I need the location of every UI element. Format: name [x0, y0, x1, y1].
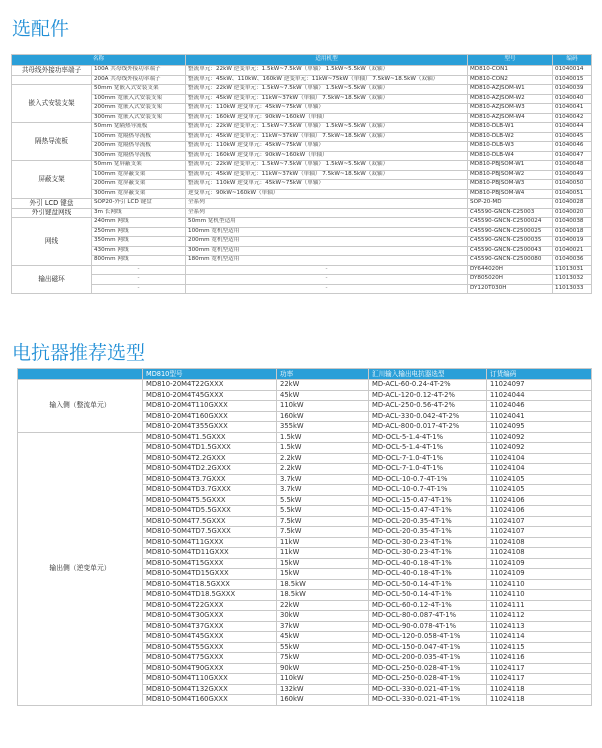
md810-model: MD810-50M4T11GXXX [143, 537, 277, 548]
md810-model: MD810-50M4T160GXXX [143, 695, 277, 706]
accessory-name: - [92, 275, 186, 285]
reactor-model: MD-ACL-800-0.017-4T-2% [369, 422, 487, 433]
order-code: 11024114 [487, 632, 592, 643]
accessory-name: 200A 共母线外接功率端子 [92, 75, 186, 85]
accessory-name: 50mm 宽隔热导流板 [92, 123, 186, 133]
applicable-models: 50mm 宽机型适用 [186, 218, 468, 228]
header-code: 编码 [553, 55, 592, 66]
order-code: 11024104 [487, 464, 592, 475]
accessory-name: 100A 共母线外接功率端子 [92, 66, 186, 76]
reactor-model: MD-OCL-40-0.18-4T-1% [369, 558, 487, 569]
reactor-model: MD-OCL-80-0.087-4T-1% [369, 611, 487, 622]
table-row [12, 66, 592, 76]
applicable-models: 全系列 [186, 208, 468, 218]
order-code: 11024111 [487, 600, 592, 611]
md810-model: MD810-50M4TD11GXXX [143, 548, 277, 559]
order-code: 11013031 [553, 265, 592, 275]
power: 3.7kW [277, 485, 369, 496]
order-code: 01040041 [553, 104, 592, 114]
order-code: 11013033 [553, 284, 592, 294]
table-row [12, 113, 592, 123]
reactor-model: MD-ACL-250-0.56-4T-2% [369, 401, 487, 412]
md810-model: MD810-50M4T30GXXX [143, 611, 277, 622]
table-row [12, 180, 592, 190]
table-row [12, 94, 592, 104]
order-code: 11024106 [487, 506, 592, 517]
table-row [18, 380, 592, 391]
power: 355kW [277, 422, 369, 433]
applicable-models: 整流单元：22kW 逆变单元：1.5kW~7.5kW（单轴） 1.5kW~5.5kW（双轴） [186, 123, 468, 133]
table-row [12, 246, 592, 256]
order-code: 11024097 [487, 380, 592, 391]
reactor-table-body [18, 380, 592, 706]
order-code: 11024044 [487, 390, 592, 401]
md810-model: MD810-50M4TD7.5GXXX [143, 527, 277, 538]
table-row [12, 170, 592, 180]
model-number: C45590-GNCN-C2500024 [468, 218, 553, 228]
md810-model: MD810-20M4T22GXXX [143, 380, 277, 391]
power: 160kW [277, 411, 369, 422]
table-row [12, 218, 592, 228]
order-code: 01040014 [553, 66, 592, 76]
table-row [12, 104, 592, 114]
order-code: 01040021 [553, 246, 592, 256]
table-row [12, 85, 592, 95]
power: 45kW [277, 632, 369, 643]
order-code: 01040044 [553, 123, 592, 133]
order-code: 11024110 [487, 590, 592, 601]
accessories-table-body [12, 66, 592, 294]
power: 22kW [277, 380, 369, 391]
accessory-name: 300mm 宽隔热导流板 [92, 151, 186, 161]
applicable-models: 全系列 [186, 199, 468, 209]
model-number: MD810-DLB-W2 [468, 132, 553, 142]
model-number: DY120T030H [468, 284, 553, 294]
power: 11kW [277, 548, 369, 559]
accessory-name: 240mm 网线 [92, 218, 186, 228]
reactor-model: MD-ACL-120-0.12-4T-2% [369, 390, 487, 401]
order-code: 11024118 [487, 684, 592, 695]
order-code: 11024105 [487, 474, 592, 485]
applicable-models: 300mm 宽机型适用 [186, 246, 468, 256]
md810-model: MD810-50M4TD2.2GXXX [143, 464, 277, 475]
order-code: 01040050 [553, 180, 592, 190]
model-number: C45590-GNCN-C2500025 [468, 227, 553, 237]
order-code: 11013032 [553, 275, 592, 285]
power: 160kW [277, 695, 369, 706]
order-code: 01040018 [553, 227, 592, 237]
accessories-table [11, 54, 592, 294]
group-category: 输出磁环 [12, 265, 92, 294]
md810-model: MD810-50M4T90GXXX [143, 663, 277, 674]
order-code: 11024115 [487, 642, 592, 653]
group-category: 输出侧（逆变单元） [18, 432, 143, 705]
model-number: MD810-AZJSOM-W4 [468, 113, 553, 123]
table-row [12, 227, 592, 237]
power: 1.5kW [277, 443, 369, 454]
applicable-models: 整流单元：22kW 逆变单元：1.5kW~7.5kW（单轴） 1.5kW~5.5kW（双轴） [186, 85, 468, 95]
table-row [12, 132, 592, 142]
power: 11kW [277, 537, 369, 548]
applicable-models: 整流单元：160kW 逆变单元：90kW~160kW（单轴） [186, 113, 468, 123]
applicable-models: 整流单元：45kW 逆变单元：11kW~37kW（单轴） 7.5kW~18.5kW（双轴） [186, 132, 468, 142]
reactor-model: MD-OCL-20-0.35-4T-1% [369, 516, 487, 527]
reactor-model: MD-OCL-90-0.078-4T-1% [369, 621, 487, 632]
model-number: MD810-PBJSOM-W1 [468, 161, 553, 171]
order-code: 11024108 [487, 537, 592, 548]
order-code: 11024046 [487, 401, 592, 412]
row-category [12, 75, 92, 85]
md810-model: MD810-50M4T7.5GXXX [143, 516, 277, 527]
order-code: 01040028 [553, 199, 592, 209]
model-number: MD810-PBJSOM-W4 [468, 189, 553, 199]
order-code: 01040019 [553, 237, 592, 247]
order-code: 11024095 [487, 422, 592, 433]
power: 15kW [277, 558, 369, 569]
reactor-model: MD-ACL-60-0.24-4T-2% [369, 380, 487, 391]
reactor-model: MD-OCL-10-0.7-4T-1% [369, 485, 487, 496]
power: 1.5kW [277, 432, 369, 443]
power: 37kW [277, 621, 369, 632]
applicable-models: - [186, 265, 468, 275]
applicable-models: 整流单元：160kW 逆变单元：90kW~160kW（单轴） [186, 151, 468, 161]
accessory-name: SOP20-外引 LCD 键盘 [92, 199, 186, 209]
reactor-model: MD-OCL-120-0.058-4T-1% [369, 632, 487, 643]
power: 5.5kW [277, 506, 369, 517]
reactor-model: MD-OCL-60-0.12-4T-1% [369, 600, 487, 611]
model-number: DY805020H [468, 275, 553, 285]
row-category: 外引键盘网线 [12, 208, 92, 218]
accessory-name: 100mm 宽隔热导流板 [92, 132, 186, 142]
reactor-model: MD-ACL-330-0.042-4T-2% [369, 411, 487, 422]
order-code: 01040039 [553, 85, 592, 95]
power: 7.5kW [277, 516, 369, 527]
model-number: MD810-AZJSOM-W1 [468, 85, 553, 95]
header-order-code: 订货编码 [487, 369, 592, 380]
order-code: 11024117 [487, 663, 592, 674]
model-number: SOP-20-MD [468, 199, 553, 209]
order-code: 11024106 [487, 495, 592, 506]
row-category: 外引 LCD 键盘 [12, 199, 92, 209]
table-row [12, 284, 592, 294]
group-category: 输入侧（整流单元） [18, 380, 143, 433]
md810-model: MD810-50M4TD15GXXX [143, 569, 277, 580]
applicable-models: - [186, 284, 468, 294]
table-row [12, 123, 592, 133]
group-category: 屏蔽支架 [12, 161, 92, 199]
order-code: 01040048 [553, 161, 592, 171]
header-blank [18, 369, 143, 380]
order-code: 11024118 [487, 695, 592, 706]
table-row [18, 432, 592, 443]
order-code: 01040042 [553, 113, 592, 123]
accessory-name: 100mm 宽屏蔽支架 [92, 170, 186, 180]
applicable-models: 100mm 宽机型适用 [186, 227, 468, 237]
applicable-models: 180mm 宽机型适用 [186, 256, 468, 266]
md810-model: MD810-50M4T37GXXX [143, 621, 277, 632]
applicable-models: 整流单元：22kW 逆变单元：1.5kW~7.5kW（单轴） 1.5kW~5.5kW（双轴） [186, 66, 468, 76]
reactor-model: MD-OCL-30-0.23-4T-1% [369, 537, 487, 548]
accessory-name: - [92, 284, 186, 294]
model-number: MD810-AZJSOM-W3 [468, 104, 553, 114]
table-row [12, 75, 592, 85]
applicable-models: 整流单元：45kW 逆变单元：11kW~37kW（单轴） 7.5kW~18.5kW（双轴） [186, 170, 468, 180]
power: 18.5kW [277, 579, 369, 590]
md810-model: MD810-20M4T110GXXX [143, 401, 277, 412]
order-code: 11024104 [487, 453, 592, 464]
section-title-accessories: 选配件 [12, 18, 70, 40]
accessories-header-row [12, 55, 592, 66]
header-models: 适用机型 [186, 55, 468, 66]
order-code: 01040040 [553, 94, 592, 104]
md810-model: MD810-50M4T110GXXX [143, 674, 277, 685]
reactor-model: MD-OCL-7-1.0-4T-1% [369, 464, 487, 475]
reactor-model: MD-OCL-50-0.14-4T-1% [369, 590, 487, 601]
order-code: 11024041 [487, 411, 592, 422]
power: 45kW [277, 390, 369, 401]
power: 110kW [277, 401, 369, 412]
header-reactor-selection: 汇川输入输出电抗器选型 [369, 369, 487, 380]
accessory-name: 430mm 网线 [92, 246, 186, 256]
model-number: MD810-CON2 [468, 75, 553, 85]
md810-model: MD810-50M4T45GXXX [143, 632, 277, 643]
order-code: 11024116 [487, 653, 592, 664]
applicable-models: 整流单元：110kW 逆变单元：45kW~75kW（单轴） [186, 142, 468, 152]
model-number: MD810-DLB-W1 [468, 123, 553, 133]
table-row [12, 237, 592, 247]
header-name: 名称 [12, 55, 186, 66]
reactor-model: MD-OCL-5-1.4-4T-1% [369, 432, 487, 443]
power: 30kW [277, 611, 369, 622]
reactor-model: MD-OCL-7-1.0-4T-1% [369, 453, 487, 464]
applicable-models: - [186, 275, 468, 285]
table-row [12, 142, 592, 152]
power: 132kW [277, 684, 369, 695]
accessory-name: 300mm 宽嵌入式安装支架 [92, 113, 186, 123]
model-number: MD810-DLB-W4 [468, 151, 553, 161]
power: 7.5kW [277, 527, 369, 538]
accessory-name: 200mm 宽屏蔽支架 [92, 180, 186, 190]
order-code: 01040049 [553, 170, 592, 180]
group-category: 隔热导流板 [12, 123, 92, 161]
md810-model: MD810-50M4TD1.5GXXX [143, 443, 277, 454]
md810-model: MD810-20M4T355GXXX [143, 422, 277, 433]
model-number: MD810-AZJSOM-W2 [468, 94, 553, 104]
applicable-models: 整流单元：110kW 逆变单元：45kW~75kW（单轴） [186, 104, 468, 114]
power: 2.2kW [277, 464, 369, 475]
table-row [12, 199, 592, 209]
applicable-models: 整流单元：22kW 逆变单元：1.5kW~7.5kW（单轴） 1.5kW~5.5kW（双轴） [186, 161, 468, 171]
order-code: 11024117 [487, 674, 592, 685]
row-category: 共母线外接功率端子 [12, 66, 92, 76]
power: 2.2kW [277, 453, 369, 464]
table-row [12, 189, 592, 199]
md810-model: MD810-50M4T55GXXX [143, 642, 277, 653]
accessory-name: 50mm 宽屏蔽支架 [92, 161, 186, 171]
order-code: 01040046 [553, 142, 592, 152]
order-code: 01040020 [553, 208, 592, 218]
model-number: C45590-GNCN-C2500080 [468, 256, 553, 266]
accessory-name: 800mm 网线 [92, 256, 186, 266]
reactor-model: MD-OCL-330-0.021-4T-1% [369, 695, 487, 706]
order-code: 11024105 [487, 485, 592, 496]
md810-model: MD810-50M4T132GXXX [143, 684, 277, 695]
model-number: C45590-GNCN-C25003 [468, 208, 553, 218]
md810-model: MD810-50M4TD5.5GXXX [143, 506, 277, 517]
header-model-no: 型号 [468, 55, 553, 66]
order-code: 01040047 [553, 151, 592, 161]
reactor-table [17, 368, 592, 706]
group-category: 嵌入式安装支架 [12, 85, 92, 123]
power: 3.7kW [277, 474, 369, 485]
order-code: 01040051 [553, 189, 592, 199]
reactor-model: MD-OCL-30-0.23-4T-1% [369, 548, 487, 559]
accessory-name: 300mm 宽屏蔽支架 [92, 189, 186, 199]
model-number: MD810-PBJSOM-W2 [468, 170, 553, 180]
md810-model: MD810-20M4T160GXXX [143, 411, 277, 422]
table-row [12, 208, 592, 218]
order-code: 11024108 [487, 548, 592, 559]
power: 22kW [277, 600, 369, 611]
power: 110kW [277, 674, 369, 685]
power: 90kW [277, 663, 369, 674]
order-code: 11024113 [487, 621, 592, 632]
applicable-models: 整流单元：110kW 逆变单元：45kW~75kW（单轴） [186, 180, 468, 190]
md810-model: MD810-20M4T45GXXX [143, 390, 277, 401]
reactor-model: MD-OCL-5-1.4-4T-1% [369, 443, 487, 454]
table-row [12, 256, 592, 266]
applicable-models: 整流单元：45kW 逆变单元：11kW~37kW（单轴） 7.5kW~18.5kW（双轴） [186, 94, 468, 104]
reactor-model: MD-OCL-15-0.47-4T-1% [369, 495, 487, 506]
reactor-model: MD-OCL-20-0.35-4T-1% [369, 527, 487, 538]
order-code: 11024107 [487, 527, 592, 538]
order-code: 11024092 [487, 443, 592, 454]
accessory-name: - [92, 265, 186, 275]
reactor-model: MD-OCL-250-0.028-4T-1% [369, 663, 487, 674]
md810-model: MD810-50M4T1.5GXXX [143, 432, 277, 443]
reactor-model: MD-OCL-250-0.028-4T-1% [369, 674, 487, 685]
power: 75kW [277, 653, 369, 664]
order-code: 11024107 [487, 516, 592, 527]
power: 18.5kW [277, 590, 369, 601]
power: 55kW [277, 642, 369, 653]
table-row [12, 275, 592, 285]
order-code: 11024092 [487, 432, 592, 443]
section-title-reactors: 电抗器推荐选型 [12, 342, 146, 364]
reactor-model: MD-OCL-15-0.47-4T-1% [369, 506, 487, 517]
accessory-name: 50mm 宽嵌入式安装支架 [92, 85, 186, 95]
accessory-name: 350mm 网线 [92, 237, 186, 247]
accessory-name: 100mm 宽嵌入式安装支架 [92, 94, 186, 104]
reactor-header-row [18, 369, 592, 380]
header-power: 功率 [277, 369, 369, 380]
model-number: MD810-CON1 [468, 66, 553, 76]
md810-model: MD810-50M4T2.2GXXX [143, 453, 277, 464]
order-code: 11024110 [487, 579, 592, 590]
order-code: 11024109 [487, 569, 592, 580]
order-code: 01040015 [553, 75, 592, 85]
md810-model: MD810-50M4T75GXXX [143, 653, 277, 664]
table-row [12, 265, 592, 275]
model-number: MD810-PBJSOM-W3 [468, 180, 553, 190]
reactor-model: MD-OCL-40-0.18-4T-1% [369, 569, 487, 580]
md810-model: MD810-50M4TD18.5GXXX [143, 590, 277, 601]
md810-model: MD810-50M4T18.5GXXX [143, 579, 277, 590]
md810-model: MD810-50M4T22GXXX [143, 600, 277, 611]
md810-model: MD810-50M4T15GXXX [143, 558, 277, 569]
applicable-models: 逆变单元：90kW~160kW（单轴） [186, 189, 468, 199]
order-code: 01040038 [553, 218, 592, 228]
model-number: C45590-GNCN-C2500043 [468, 246, 553, 256]
table-row [12, 151, 592, 161]
model-number: C45590-GNCN-C2500035 [468, 237, 553, 247]
order-code: 11024109 [487, 558, 592, 569]
power: 15kW [277, 569, 369, 580]
md810-model: MD810-50M4TD3.7GXXX [143, 485, 277, 496]
applicable-models: 200mm 宽机型适用 [186, 237, 468, 247]
table-row [12, 161, 592, 171]
order-code: 11024112 [487, 611, 592, 622]
md810-model: MD810-50M4T5.5GXXX [143, 495, 277, 506]
reactor-model: MD-OCL-150-0.047-4T-1% [369, 642, 487, 653]
reactor-model: MD-OCL-10-0.7-4T-1% [369, 474, 487, 485]
applicable-models: 整流单元：45kW、110kW、160kW 逆变单元：11kW~75kW（单轴） 7.5kW~18.5kW（双轴） [186, 75, 468, 85]
order-code: 01040036 [553, 256, 592, 266]
reactor-model: MD-OCL-200-0.035-4T-1% [369, 653, 487, 664]
accessory-name: 250mm 网线 [92, 227, 186, 237]
accessory-name: 3m 长网线 [92, 208, 186, 218]
group-category: 网线 [12, 218, 92, 266]
model-number: DY644020H [468, 265, 553, 275]
accessory-name: 200mm 宽嵌入式安装支架 [92, 104, 186, 114]
model-number: MD810-DLB-W3 [468, 142, 553, 152]
accessory-name: 200mm 宽隔热导流板 [92, 142, 186, 152]
header-md810-model: MD810型号 [143, 369, 277, 380]
order-code: 01040045 [553, 132, 592, 142]
md810-model: MD810-50M4T3.7GXXX [143, 474, 277, 485]
reactor-model: MD-OCL-330-0.021-4T-1% [369, 684, 487, 695]
reactor-model: MD-OCL-50-0.14-4T-1% [369, 579, 487, 590]
power: 5.5kW [277, 495, 369, 506]
